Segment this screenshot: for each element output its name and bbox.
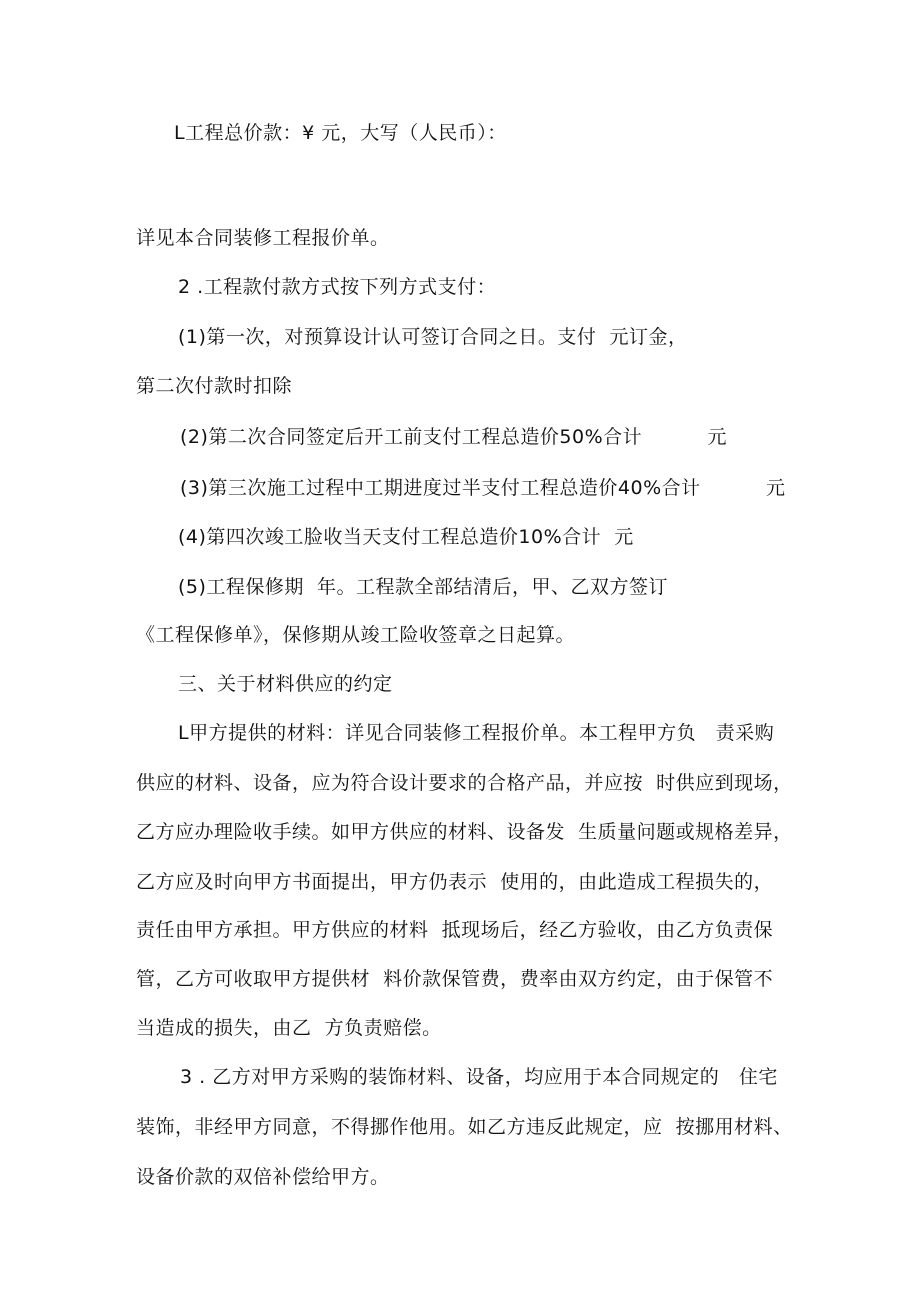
materials-paragraph-line: 乙方应办理险收手续。如甲方供应的材料、设备发 生质量问题或规格差异， (136, 821, 793, 843)
warranty-certificate: 《工程保修单》，保修期从竣工险收签章之日起算。 (136, 624, 576, 646)
materials-paragraph-line: 供应的材料、设备，应为符合设计要求的合格产品，并应按 时供应到现场， (136, 772, 793, 794)
clause-payment-method: 2 .工程款付款方式按下列方式支付： (178, 276, 497, 298)
clause-materials-use-line: 装饰，非经甲方同意，不得挪作他用。如乙方违反此规定，应 按挪用材料、 (136, 1116, 793, 1138)
section-heading-materials: 三、关于材料供应的约定 (178, 673, 393, 695)
payment-first-deduction: 第二次付款时扣除 (136, 375, 293, 397)
warranty-period: (5)工程保修期 年。工程款全部结清后，甲、乙双方签订 (178, 576, 668, 598)
materials-paragraph-line: L甲方提供的材料：详见合同装修工程报价单。本工程甲方负 责采购 (178, 722, 775, 744)
materials-paragraph-line: 当造成的损失，由乙 方负责赔偿。 (136, 1017, 442, 1039)
payment-first: (1)第一次，对预算设计认可签订合同之日。支付 元订金， (178, 326, 688, 348)
materials-paragraph-line: 管，乙方可收取甲方提供材 料价款保管费，费率由双方约定，由于保管不 (136, 968, 774, 990)
payment-second: (2)第二次合同签定后开工前支付工程总造价50%合计 元 (180, 426, 728, 448)
clause-quotation-reference: 详见本合同装修工程报价单。 (136, 227, 390, 249)
clause-total-price: L工程总价款：¥ 元，大写（人民币）： (174, 122, 507, 144)
clause-materials-use-line: 设备价款的双倍补偿给甲方。 (136, 1166, 390, 1188)
materials-paragraph-line: 责任由甲方承担。甲方供应的材料 抵现场后，经乙方验收，由乙方负责保 (136, 919, 774, 941)
payment-fourth: (4)第四次竣工脸收当天支付工程总造价10%合计 元 (178, 526, 634, 548)
payment-third: (3)第三次施工过程中工期进度过半支付工程总造价40%合计 元 (180, 477, 786, 499)
materials-paragraph-line: 乙方应及时向甲方书面提出，甲方仍表示 使用的，由此造成工程损失的， (136, 871, 774, 893)
clause-materials-use: 3 . 乙方对甲方采购的装饰材料、设备，均应用于本合同规定的 住宅 (180, 1066, 778, 1088)
